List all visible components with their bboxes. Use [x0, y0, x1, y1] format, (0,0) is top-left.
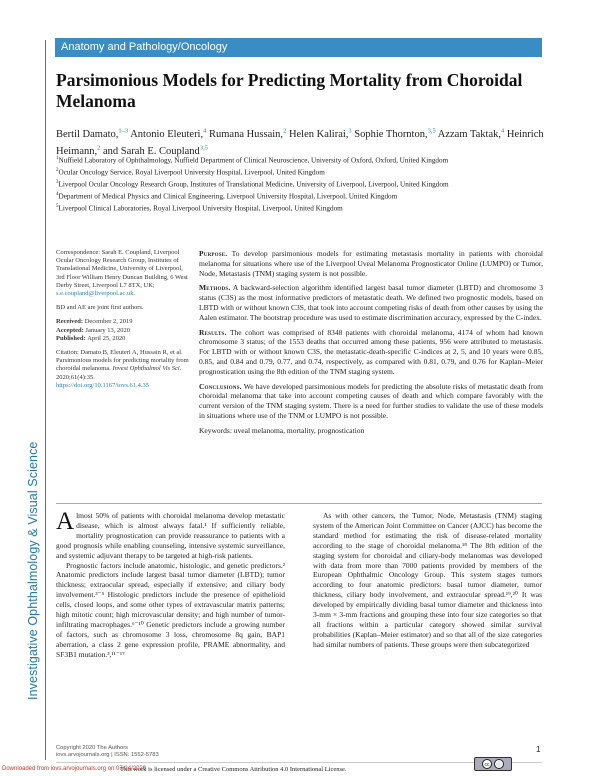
author-affiliation-marker: 3,5: [199, 144, 208, 152]
body-column-1: [56, 508, 285, 660]
affiliation-list: [56, 154, 546, 214]
affiliation: $^1$Nuffield Laboratory of Ophthalmology, Nuffield Department of Clinical Neuroscience, University of Oxford, Oxford, United Kingdom: [56, 156, 449, 165]
affiliation: $^4$Department of Medical Physics and Clinical Engineering, Liverpool University Hospital, Liverpool, United Kingdom: [56, 191, 398, 201]
email-link[interactable]: s.e.coupland@liverpool.ac.uk.: [56, 290, 136, 298]
dates: [56, 318, 191, 343]
download-notice: Downloaded from iovs.arvojournals.org on 07/24/2020: [2, 766, 147, 772]
page-number: 1: [536, 745, 541, 754]
author: Antonio Eleuteri,$^4$: [130, 127, 207, 140]
by-icon: ⓘ: [494, 759, 504, 769]
section-label: Anatomy and Pathology/Oncology: [55, 38, 542, 57]
journal-side-title: Investigative Ophthalmology & Visual Science: [26, 441, 40, 700]
cc-license-badge[interactable]: [474, 757, 512, 771]
keywords: Keywords: uveal melanoma, mortality, prognostication: [199, 425, 365, 435]
date-line: Published: April 25, 2020: [56, 334, 126, 342]
article-info-column: [56, 249, 191, 396]
abstract-conclusions: Conclusions. We have developed parsimonious models for predicting the absolute risks of metastatic death from choroidal melanoma that take into account competing causes of death and which compare favorably with the current version of the TNM staging system. There is a need for further studies to validate the use of these models in situations where use of the TNM or LUMPO is not possible.: [199, 381, 543, 420]
body-column-2: [313, 511, 542, 650]
author-affiliation-marker: 4: [203, 127, 207, 134]
author-affiliation-marker: 2: [283, 127, 287, 134]
author: and Sarah E. Coupland$^{3,5}$: [103, 144, 208, 157]
abstract-methods: Methods. A backward-selection algorithm identified largest basal tumor diameter (LBTD) and chromosome 3 status (C3S) as the most informative predictors of metastatic death. We defined two prognostic models, based on LBTD with or without known C3S, that took into account competing risks of death from other causes by using the Aalen estimator. The bootstrap procedure was used to estimate discrimination accuracy, expressed by the C-index.: [199, 283, 543, 322]
journal-site: iovs.arvojournals.org | ISSN: 1552-5783: [56, 752, 159, 759]
author: Heinrich Heimann,$^2$: [56, 128, 544, 157]
author: Bertil Damato,$^{1-3}$: [56, 127, 129, 140]
citation: Citation: Damato B, Eleuteri A, Hussain R, et al. Parsimonious models for predicting mortality from choroidal melanoma. Invest Ophthalmol Vis Sci. 2020;61(4):35. https://doi.org/10.1167/iovs.61.4.35: [56, 349, 189, 389]
author-affiliation-marker: 3: [348, 127, 352, 134]
correspondence: Correspondence: Sarah E. Coupland, Liverpool Ocular Oncology Research Group, Institutes of Translational Medicine, University of Liverpool, 3rd Floor William Henry Duncan Building, 6 West Derby Street, Liverpool L7 8TX, UK; s.e.coupland@liverpool.ac.uk.: [56, 249, 188, 298]
author: Rumana Hussain,$^2$: [208, 127, 287, 140]
abstract-purpose: Purpose. To develop parsimonious models for estimating metastasis mortality in patients with choroidal melanoma for situations where use of the Liverpool Uveal Melanoma Prognosticator Online (LUMPO) or Tumor, Node, Metastasis (TNM) staging system is not possible.: [199, 249, 543, 278]
body-paragraph: As with other cancers, the Tumor, Node, Metastasis (TNM) staging system of the American Joint Committee on Cancer (AJCC) has become the standard method for estimating the risk of disease-related mortality according to the stage of choroidal melanoma.¹⁸ The 8th edition of the staging system for choroidal and ciliary-body melanomas was developed with data from more than 7000 patients provided by members of the European Ophthalmic Oncology Group. This system stages tumors according to four anatomic predictors: basal tumor diameter, tumor thickness, ciliary body involvement, and extraocular spread.¹⁹,²⁰ It was developed by empirically dividing basal tumor diameter and thickness into 3-mm × 3-mm fractions and grouping these into four size categories so that all fractions within a particular category showed similar survival probabilities (Kaplan–Meier estimator) and so that all of the size categories had similar numbers of patients. These groups were then subcategorized: [313, 511, 542, 649]
author: Azzam Taktak,$^4$: [437, 127, 505, 140]
copyright: Copyright 2020 The Authors: [56, 745, 129, 751]
doi-link[interactable]: https://doi.org/10.1167/iovs.61.4.35: [56, 381, 149, 389]
cc-icon: cc: [482, 759, 492, 769]
author-affiliation-marker: 1–3: [118, 127, 129, 134]
author-affiliation-marker: 4: [501, 127, 505, 134]
joint-authors-note: BD and AE are joint first authors.: [56, 304, 144, 312]
date-line: Received: December 2, 2019: [56, 318, 133, 326]
author-affiliation-marker: 2: [97, 144, 101, 152]
side-rule: [45, 40, 46, 760]
abstract: [199, 249, 543, 441]
affiliation: $^2$Ocular Oncology Service, Royal Liverpool University Hospital, Liverpool, United Kingdom: [56, 167, 325, 177]
license-text: This work is licensed under a Creative Commons Attribution 4.0 International License.: [120, 766, 347, 773]
footer-info: [56, 745, 159, 759]
author-affiliation-marker: 3,5: [427, 127, 436, 134]
drop-cap: A: [56, 508, 75, 535]
body-paragraph: Almost 50% of patients with choroidal melanoma develop metastatic disease, which is almost always fatal.¹ If sufficiently reliable, mortality prognostication can provide reassurance to patients with a good prognosis while enabling counseling, intensive systemic surveillance, and systemic adjuvant therapy to be targeted at high-risk patients.: [56, 508, 285, 560]
author: Sophie Thornton,$^{3,5}$: [354, 127, 436, 140]
date-line: Accepted: January 13, 2020: [56, 326, 131, 334]
abstract-results: Results. The cohort was comprised of 8348 patients with choroidal melanoma, 4174 of whom had known chromosome 3 status; of the 1553 deaths that occurred among these patients, 956 were attributed to metastasis. For LBTD with or without known C3S, the metastatic-death-specific C-indices at 2, 5, and 10 years were 0.85, 0.85, and 0.84 and 0.79, 0.77, and 0.74, respectively, as compared with 0.81, 0.79, and 0.76 for Kaplan–Meier prognostication using the 8th edition of the TNM staging system.: [199, 327, 543, 376]
body-paragraph: Prognostic factors include anatomic, histologic, and genetic predictors.² Anatomic predictors include largest basal tumor diameter (LBTD); tumor thickness; extraocular spread, especially if extensive; and ciliary body involvement.³⁻⁵ Histologic predictors include the presence of epithelioid cells, closed loops, and some other types of extravascular matrix patterns; high mitotic count; high microvascular density; and high number of tumor-infiltrating macrophages.⁶⁻¹⁰ Genetic predictors include a growing number of factors, such as chromosome 3 loss, chromosome 8q gain, BAP1 aberration, a class 2 gene expression profile, PRAME abnormality, and SF3B1 mutation.³,¹¹⁻¹⁷: [56, 560, 285, 659]
affiliation: $^3$Liverpool Ocular Oncology Research Group, Institutes of Translational Medicine, University of Liverpool, Liverpool, United Kingdom: [56, 179, 449, 189]
footer-rule: [56, 762, 542, 763]
article-title: Parsimonious Models for Predicting Mortality from Choroidal Melanoma: [56, 70, 523, 111]
affiliation: $^5$Liverpool Clinical Laboratories, Royal Liverpool University Hospital, Liverpool, United Kingdom: [56, 203, 343, 213]
author: Helen Kalirai,$^3$: [288, 127, 352, 140]
abstract-divider: [56, 503, 542, 504]
